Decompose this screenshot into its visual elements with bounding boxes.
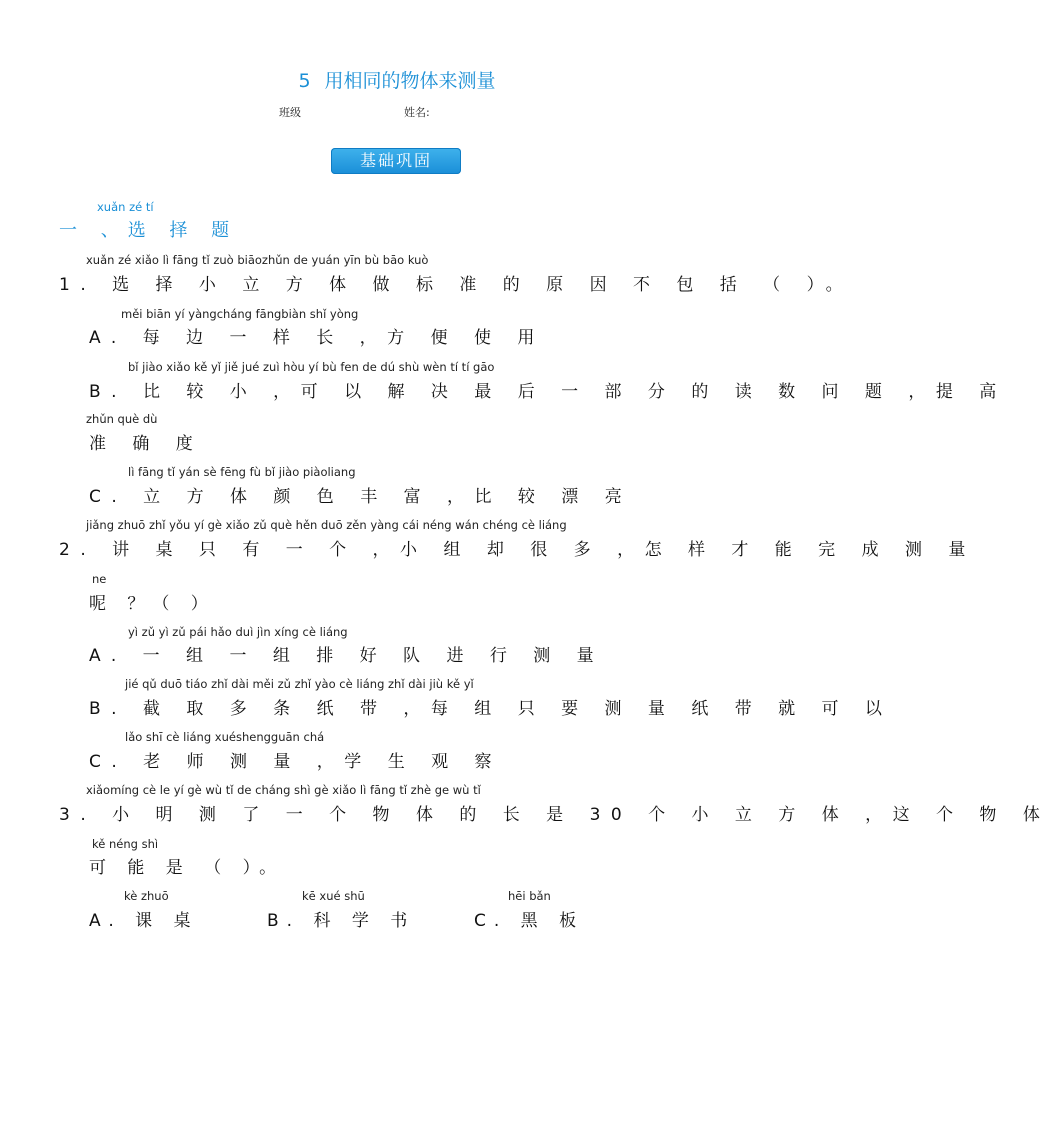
q2-option-b: B. 截 取 多 条 纸 带 ，每 组 只 要 测 量 纸 带 就 可 以 bbox=[89, 699, 893, 719]
q2-c-pinyin: lǎo shī cè liáng xuéshengguān chá bbox=[125, 730, 325, 744]
q3-option-b: B. 科 学 书 bbox=[267, 911, 416, 931]
q2-option-c: C. 老 师 测 量 ，学 生 观 察 bbox=[89, 752, 503, 772]
q3-stem-cont: 可 能 是 （ ）。 bbox=[89, 858, 285, 878]
q1-option-c: C. 立 方 体 颜 色 丰 富 ，比 较 漂 亮 bbox=[89, 487, 633, 507]
q3-a-pinyin: kè zhuō bbox=[124, 889, 169, 903]
q1-a-pinyin: měi biān yí yàngcháng fāngbiàn shǐ yòng bbox=[121, 307, 359, 321]
q1-option-b: B. 比 较 小 ，可 以 解 决 最 后 一 部 分 的 读 数 问 题 ，提 高 bbox=[89, 382, 1007, 402]
q3-b-pinyin: kē xué shū bbox=[302, 889, 365, 903]
q3-c-pinyin: hēi bǎn bbox=[508, 889, 551, 903]
q1-b2-pinyin: zhǔn què dù bbox=[86, 412, 158, 426]
name-label: 姓名: bbox=[404, 106, 430, 119]
q1-b-pinyin: bǐ jiào xiǎo kě yǐ jiě jué zuì hòu yí bù fen de dú shù wèn tí tí gāo bbox=[128, 360, 495, 374]
q2-stem: 2. 讲 桌 只 有 一 个 ，小 组 却 很 多 ，怎 样 才 能 完 成 测 量 bbox=[59, 540, 976, 560]
q2-option-a: A. 一 组 一 组 排 好 队 进 行 测 量 bbox=[89, 646, 605, 666]
q2-pinyin: jiǎng zhuō zhǐ yǒu yí gè xiǎo zǔ què hěn duō zěn yàng cái néng wán chéng cè liáng bbox=[86, 518, 567, 532]
q3-option-a: A. 课 桌 bbox=[89, 911, 199, 931]
q1-option-a: A. 每 边 一 样 长 ，方 便 使 用 bbox=[89, 328, 545, 348]
q2-a-pinyin: yì zǔ yì zǔ pái hǎo duì jìn xíng cè liáng bbox=[128, 625, 348, 639]
q3-option-c: C. 黑 板 bbox=[474, 911, 585, 931]
section-title: 一 、选 择 题 bbox=[59, 220, 239, 241]
q1-stem: 1. 选 择 小 立 方 体 做 标 准 的 原 因 不 包 括 （ ）。 bbox=[59, 275, 854, 295]
q3-stem: 3. 小 明 测 了 一 个 物 体 的 长 是 30 个 小 立 方 体 ，这 个 物 体 bbox=[59, 805, 1050, 825]
class-label: 班级 bbox=[279, 106, 301, 119]
q2-stem-cont: 呢 ？（ ） bbox=[89, 594, 216, 614]
section-banner: 基础巩固 bbox=[331, 148, 461, 174]
lesson-title: 用相同的物体来测量 bbox=[324, 70, 496, 92]
q3-pinyin: xiǎomíng cè le yí gè wù tǐ de cháng shì gè xiǎo lì fāng tǐ zhè ge wù tǐ bbox=[86, 783, 481, 797]
q1-option-b-cont: 准 确 度 bbox=[89, 434, 204, 454]
lesson-number: 5 bbox=[298, 70, 311, 92]
q2-b-pinyin: jié qǔ duō tiáo zhǐ dài měi zǔ zhǐ yào cè liáng zhǐ dài jiù kě yǐ bbox=[125, 677, 474, 691]
q1-pinyin: xuǎn zé xiǎo lì fāng tǐ zuò biāozhǔn de yuán yīn bù bāo kuò bbox=[86, 253, 429, 267]
q3-tail-pinyin: kě néng shì bbox=[92, 837, 159, 851]
section-pinyin: xuǎn zé tí bbox=[97, 200, 154, 214]
q2-tail-pinyin: ne bbox=[92, 572, 107, 586]
q1-c-pinyin: lì fāng tǐ yán sè fēng fù bǐ jiào piàoliang bbox=[128, 465, 356, 479]
page-title bbox=[0, 66, 794, 93]
